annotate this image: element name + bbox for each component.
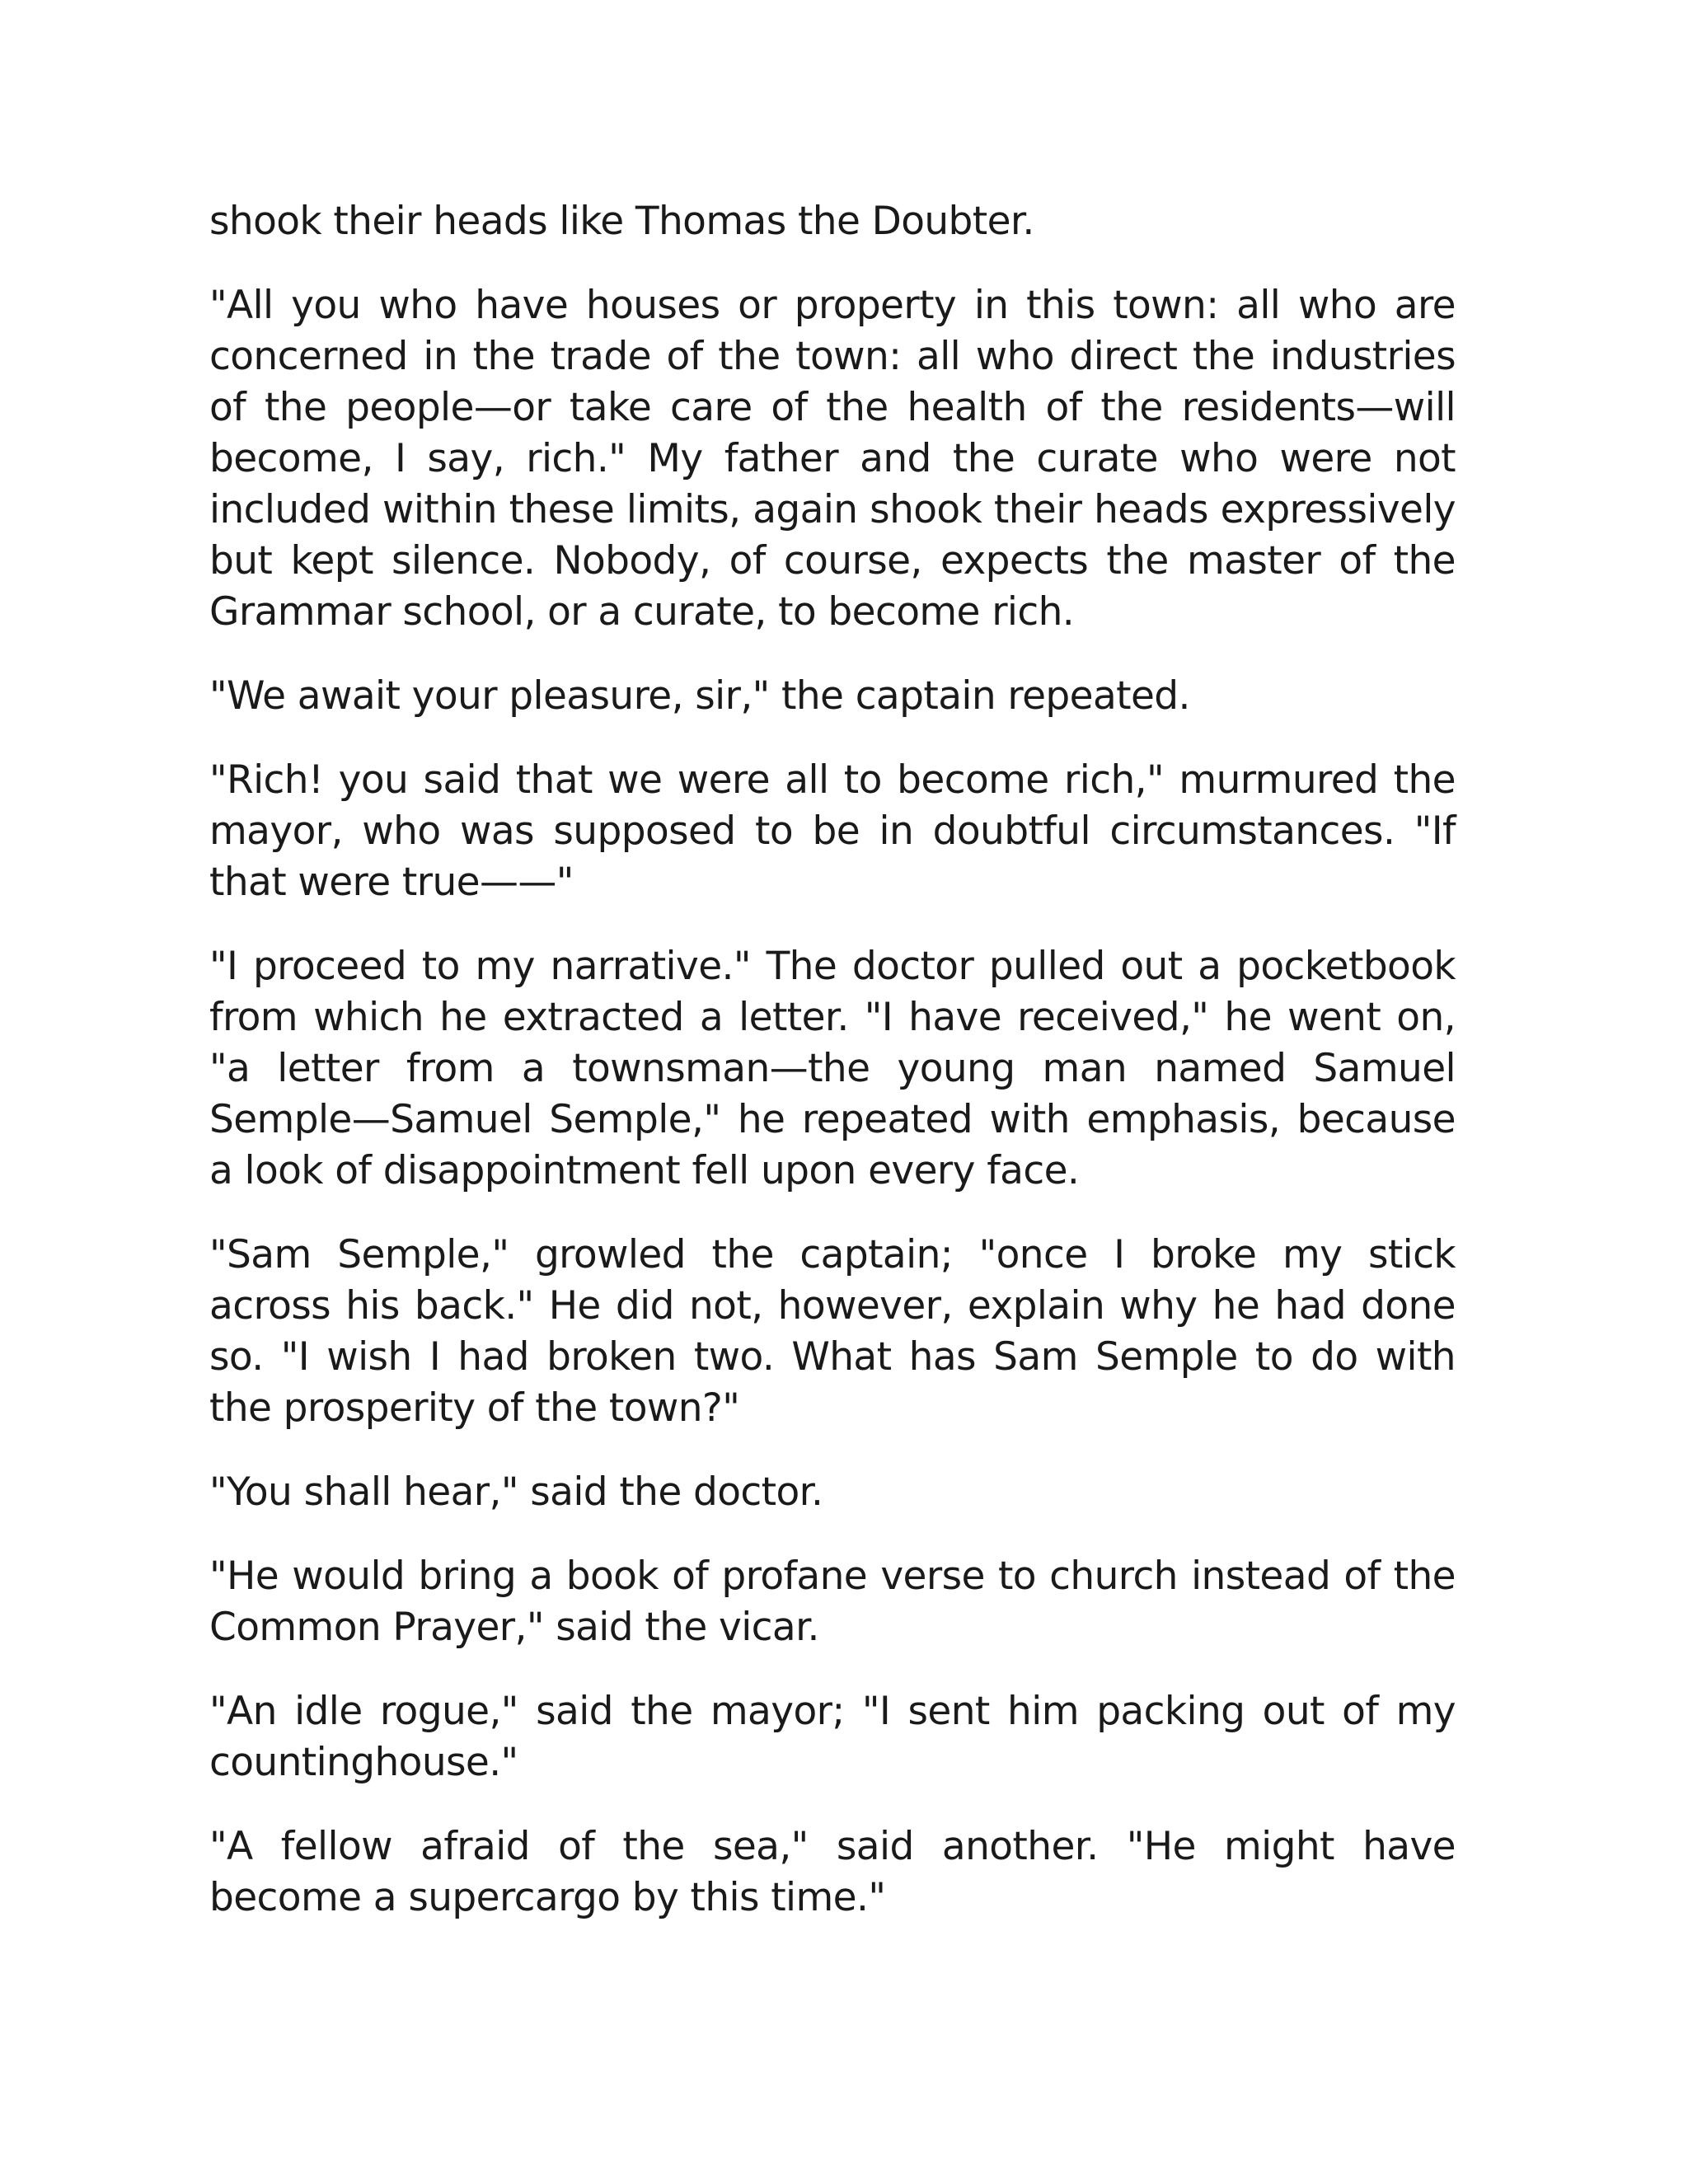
- paragraph: "Rich! you said that we were all to become rich," murmured the mayor, who was supposed to be in doubtful circumstances. "If that were true——": [209, 757, 1456, 905]
- paragraph: "We await your pleasure, sir," the captain repeated.: [209, 673, 1190, 719]
- paragraph: "I proceed to my narrative." The doctor pulled out a pocketbook from which he extracted a letter. "I have received," he went on, "a letter from a townsman—the young man named Samuel Semple—Samuel Semple," he repeated with emphasis, because a look of disappointment fell upon every face.: [209, 944, 1456, 1193]
- paragraph: "An idle rogue," said the mayor; "I sent him packing out of my countinghouse.": [209, 1689, 1456, 1785]
- paragraph: shook their heads like Thomas the Doubter.: [209, 199, 1034, 244]
- document-page: [209, 196, 1456, 1957]
- paragraph: "A fellow afraid of the sea," said another. "He might have become a supercargo by this time.": [209, 1824, 1456, 1920]
- paragraph: "You shall hear," said the doctor.: [209, 1469, 823, 1515]
- paragraph: "Sam Semple," growled the captain; "once I broke my stick across his back." He did not, however, explain why he had done so. "I wish I had broken two. What has Sam Semple to do with the prosperity of the town?": [209, 1232, 1456, 1431]
- paragraph: "He would bring a book of profane verse to church instead of the Common Prayer," said the vicar.: [209, 1554, 1456, 1650]
- paragraph: "All you who have houses or property in this town: all who are concerned in the trade of the town: all who direct the industries of the people—or take care of the health of the residents—will become, I say, rich." My father and the curate who were not included within these limits, again shook their heads expressively but kept silence. Nobody, of course, expects the master of the Grammar school, or a curate, to become rich.: [209, 283, 1456, 635]
